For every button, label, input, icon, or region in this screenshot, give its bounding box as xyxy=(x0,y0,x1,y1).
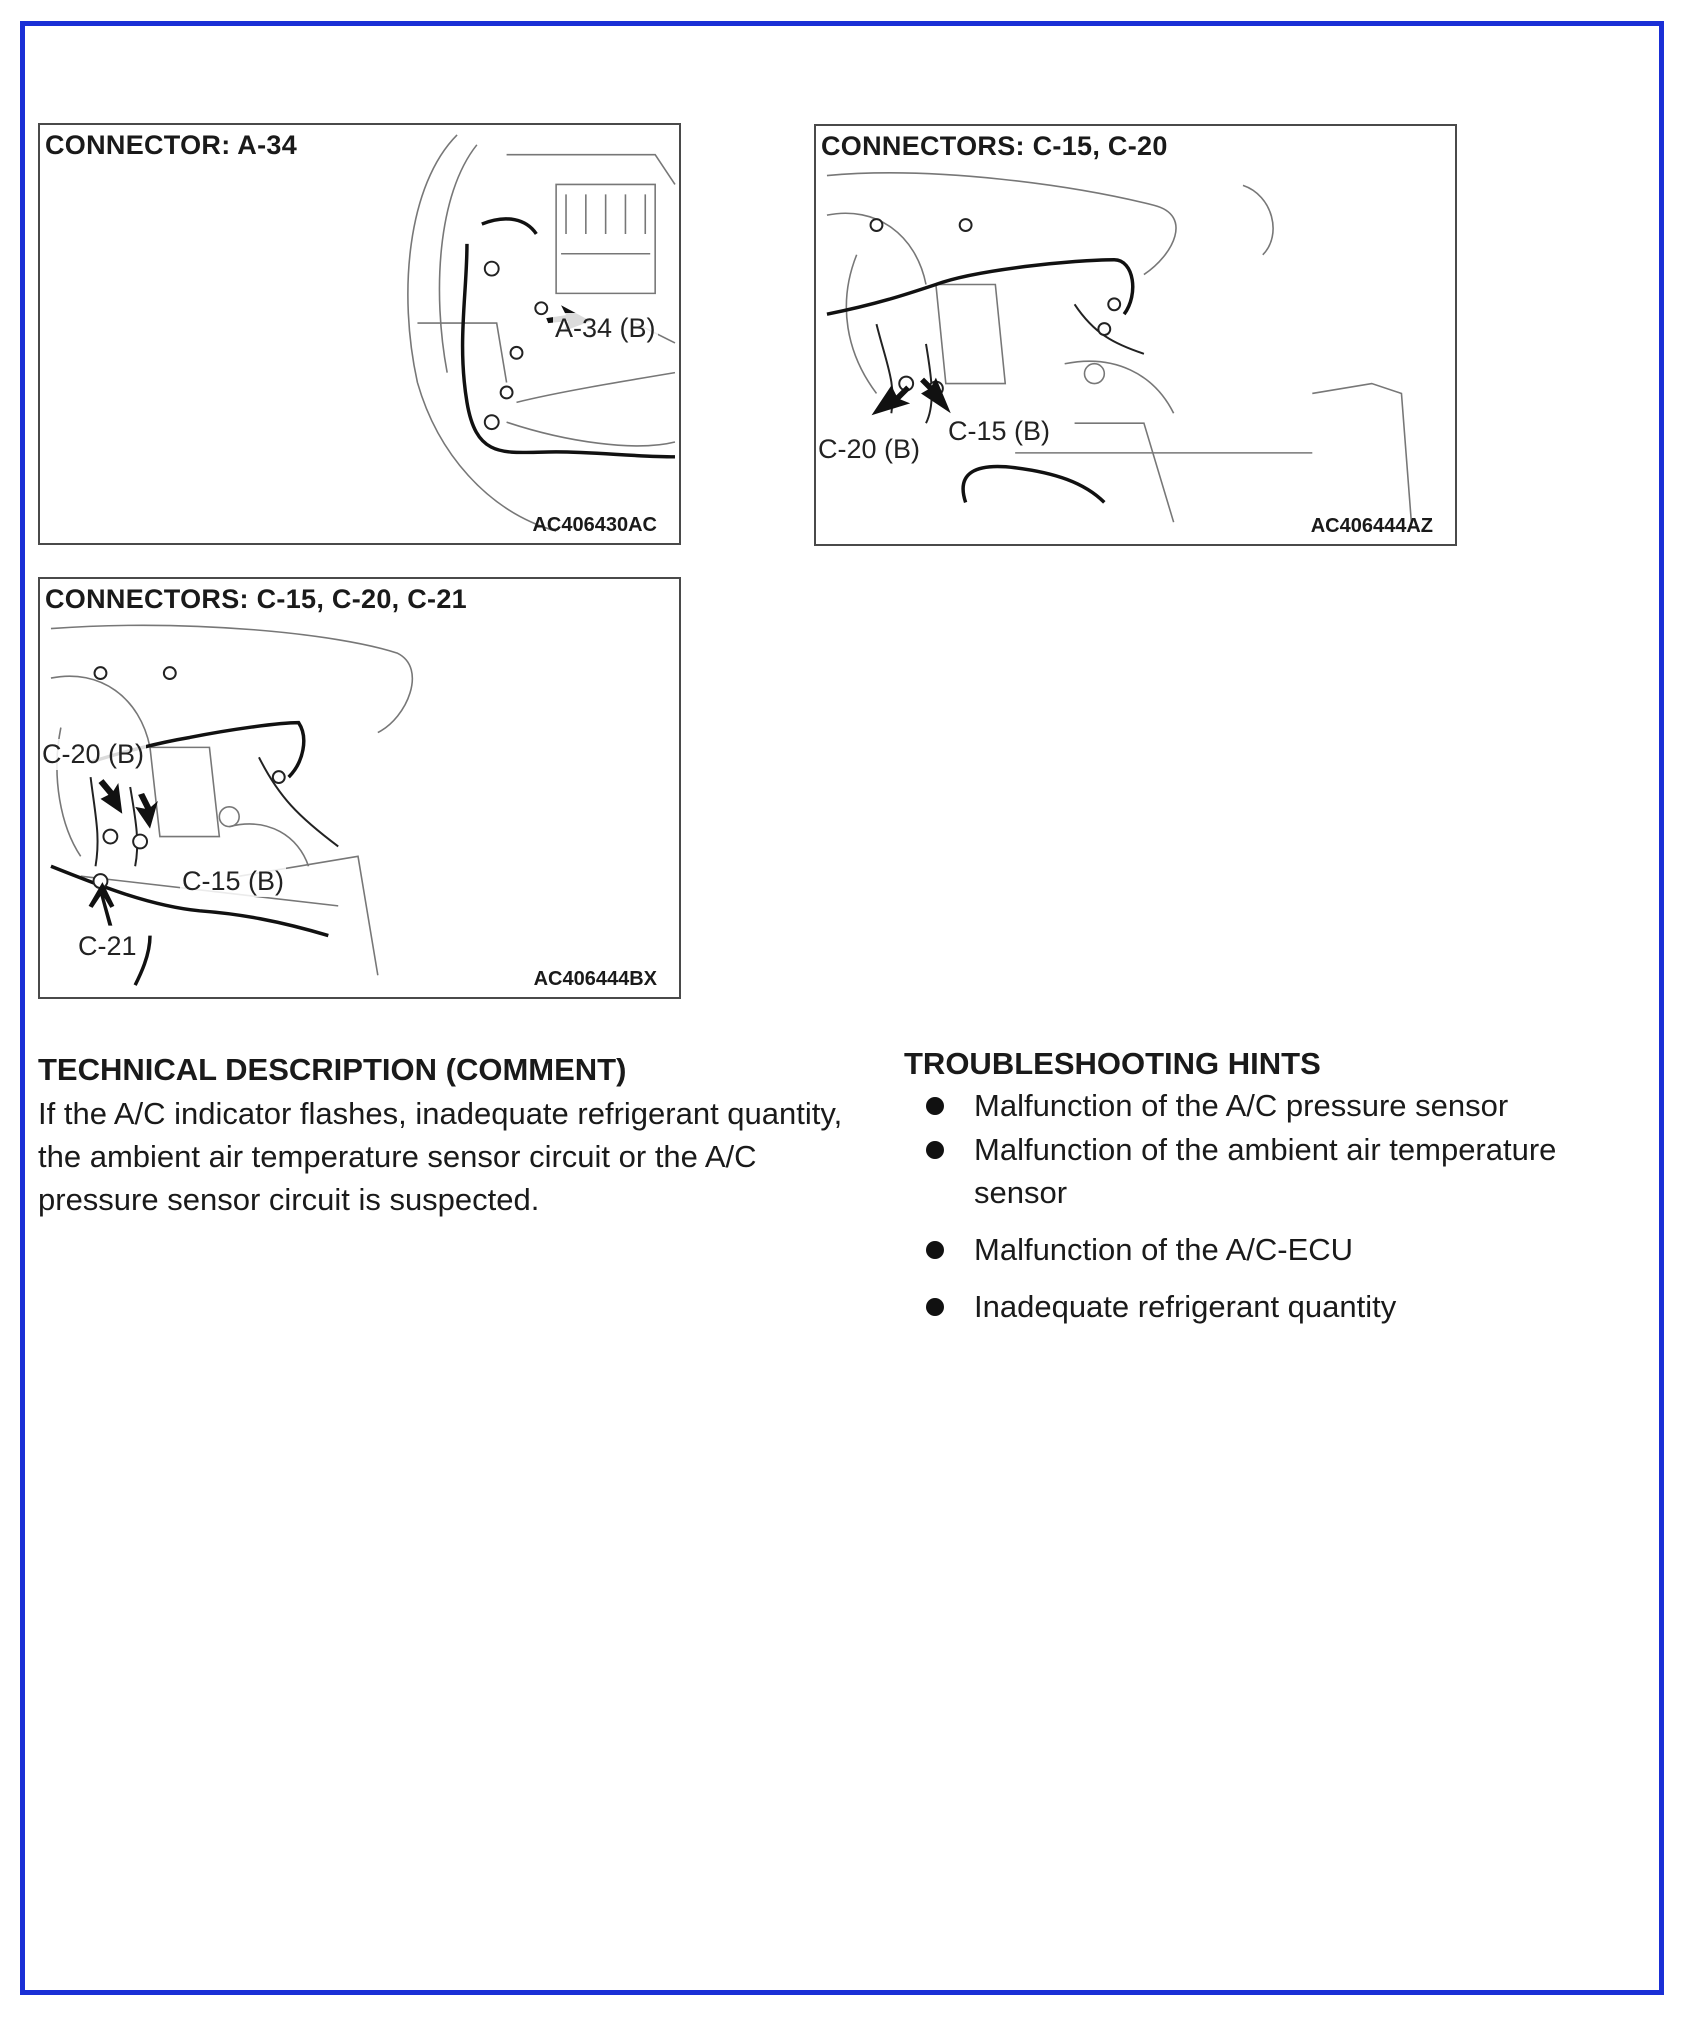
troubleshooting-hints-heading: TROUBLESHOOTING HINTS xyxy=(904,1046,1321,1081)
hint-text: Malfunction of the ambient air temperature sensor xyxy=(974,1132,1557,1210)
callout-c15: C-15 (B) xyxy=(182,866,285,896)
hint-text: Malfunction of the A/C pressure sensor xyxy=(974,1088,1509,1123)
figure-connectors-c15-c20-c21 xyxy=(38,577,681,999)
troubleshooting-hints-list xyxy=(918,1084,1658,1329)
technical-description-text: If the A/C indicator flashes, inadequate refrigerant quantity, the ambient air temperature sensor circuit or the A/C pressure sensor circuit is suspected. xyxy=(38,1096,843,1217)
figure-code: AC406444BX xyxy=(533,968,657,990)
list-item xyxy=(918,1128,1658,1214)
figure-title: CONNECTOR: A-34 xyxy=(45,130,298,160)
callout-c20: C-20 (B) xyxy=(42,739,145,769)
hint-text: Inadequate refrigerant quantity xyxy=(974,1289,1397,1324)
figure-connectors-c15-c20 xyxy=(814,124,1457,546)
list-item xyxy=(918,1228,1658,1271)
callout-c21: C-21 xyxy=(78,931,137,961)
technical-description-heading: TECHNICAL DESCRIPTION (COMMENT) xyxy=(38,1052,627,1087)
figure-connector-a34 xyxy=(38,123,681,545)
list-item xyxy=(918,1084,1658,1127)
bullet-icon xyxy=(926,1141,944,1159)
callout-a34: A-34 (B) xyxy=(555,313,656,343)
figure-code: AC406444AZ xyxy=(1310,515,1433,537)
bullet-icon xyxy=(926,1241,944,1259)
bullet-icon xyxy=(926,1298,944,1316)
figure-code: AC406430AC xyxy=(532,514,657,536)
hint-text: Malfunction of the A/C-ECU xyxy=(974,1232,1354,1267)
callout-c15: C-15 (B) xyxy=(948,416,1051,446)
bullet-icon xyxy=(926,1097,944,1115)
figure-title: CONNECTORS: C-15, C-20 xyxy=(821,131,1168,161)
callout-c20: C-20 (B) xyxy=(818,434,921,464)
dashboard-illustration xyxy=(816,126,1455,544)
figure-title: CONNECTORS: C-15, C-20, C-21 xyxy=(45,584,467,614)
list-item xyxy=(918,1285,1658,1328)
